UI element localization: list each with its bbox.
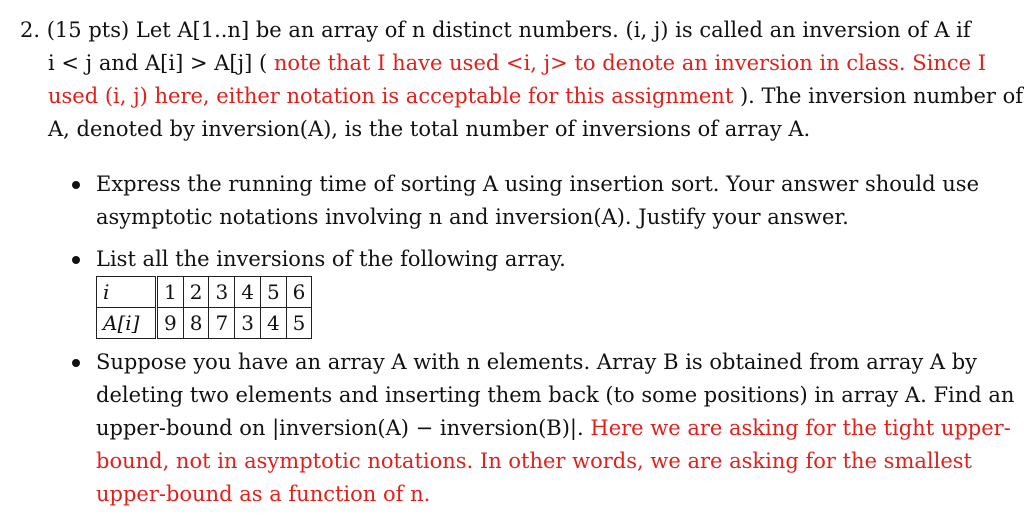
index-cell: 5 [260,277,286,308]
problem-number: 2. [20,18,41,42]
bullet-line: bound, not in asymptotic notations. In other words, we are asking for the smallest [96,449,972,473]
value-cell: 7 [209,308,235,339]
index-cell: 4 [235,277,261,308]
statement-line-4 [20,113,958,146]
bullet-text-black: upper-bound on |inversion(A) − inversion(B)|. [96,416,584,440]
bullet-line: Suppose you have an array A with n elements. Array B is obtained from array A by [96,350,978,374]
bullet-line: asymptotic notations involving n and inversion(A). Justify your answer. [96,205,849,229]
row-label-values: A[i] [97,308,157,339]
value-cell: 4 [260,308,286,339]
value-cell: 3 [235,308,261,339]
row-label-index: i [97,277,157,308]
statement-note-3: used (i, j) here, either notation is acceptable for this assignment [48,84,734,108]
statement-line-3 [20,80,1024,113]
statement-text-2a: i < j and A[i] > A[j] ( [48,51,268,75]
bullet-text [96,243,960,276]
bullet-text-red: Here we are asking for the tight upper- [590,416,1011,440]
bullet-text [96,346,1015,511]
table-row-values [97,308,312,339]
value-cell: 5 [286,308,312,339]
index-cell: 1 [157,277,184,308]
bullet-dot-icon [72,359,80,367]
bullet-line: upper-bound as a function of n. [96,482,431,506]
bullet-line: deleting two elements and inserting them back (to some positions) in array A. Find an [96,383,1015,407]
statement-line-1 [20,14,971,47]
statement-text-3b: ). The inversion number of [739,84,1024,108]
statement-line-2 [20,47,987,80]
problem-statement [20,14,1024,146]
bullet-dot-icon [72,256,80,264]
index-cell: 2 [183,277,209,308]
array-table [96,276,312,339]
statement-text-1: Let A[1..n] be an array of n distinct numbers. (i, j) is called an inversion of A if [135,18,971,42]
value-cell: 9 [157,308,184,339]
bullet-line: Express the running time of sorting A using insertion sort. Your answer should use [96,172,979,196]
bullet-text [96,168,979,234]
statement-note-2: note that I have used <i, j> to denote an inversion in class. Since I [273,51,987,75]
bullet-line: List all the inversions of the following array. [96,247,566,271]
index-cell: 3 [209,277,235,308]
statement-text-4: A, denoted by inversion(A), is the total number of inversions of array A. [48,117,811,141]
value-cell: 8 [183,308,209,339]
problem-points: (15 pts) [46,18,130,42]
index-cell: 6 [286,277,312,308]
bullet-dot-icon [72,181,80,189]
table-row-index [97,277,312,308]
bullet-line [96,412,1011,445]
